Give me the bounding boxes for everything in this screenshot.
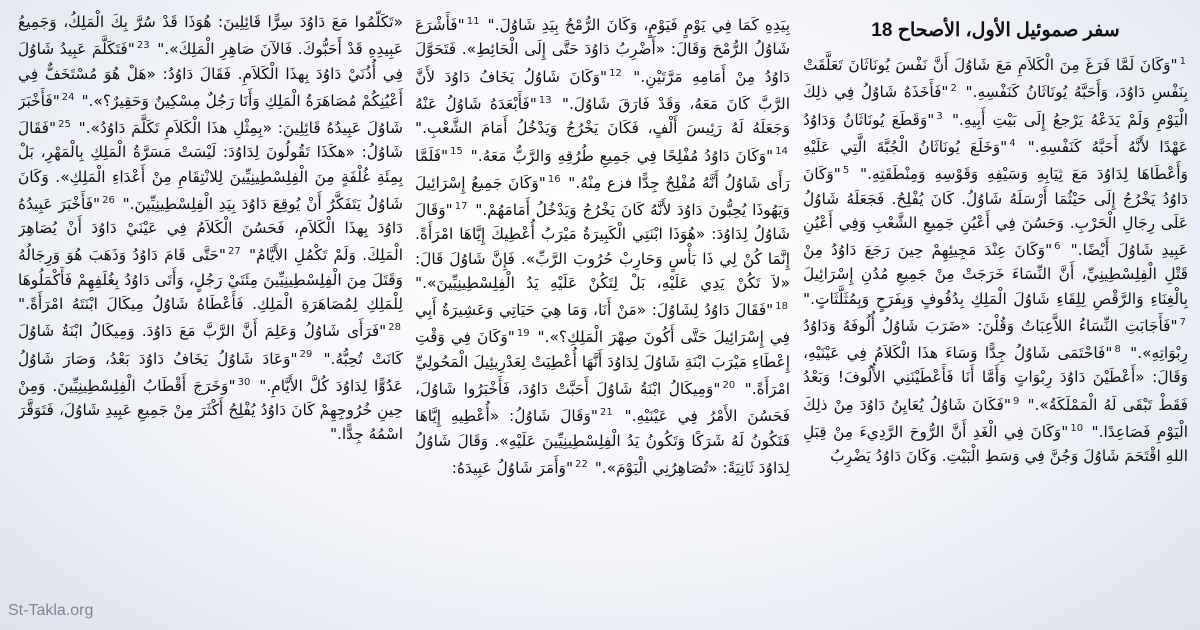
verse [471, 147, 790, 165]
verse-text: "فَأَبْعَدَهُ شَاوُلُ عَنْهُ وَجَعَلَهُ لَهُ رَئِيسَ أَلْفٍ، فَكَانَ يَخْرُجُ وَيَدْخُلُ أَمَامَ الشَّعْبِ." [415, 94, 790, 138]
verse-text: "وَقَالَ شَاوُلُ: «أُعْطِيهِ إِيَّاهَا فَتَكُونُ لَهُ شَرَكًا وَتَكُونُ يَدُ الْفِلِسْطِينِيِّينَ عَلَيْهِ». وَقَالَ شَاوُلُ لِدَاوُدَ ثَانِيَةً: «تُصَاهِرُنِي الْيَوْمَ»." [415, 407, 790, 477]
verse-number: 17 [454, 201, 468, 213]
verse-text: "فَتَكَلَّمَ عَبِيدُ شَاوُلَ فِي أُذُنَيْ دَاوُدَ بِهذَا الْكَلاَمِ. فَقَالَ دَاوُدُ: «هَلْ هُوَ مُسْتَخَفٌّ فِي أَعْيُنِكُمْ مُصَاهَرَةُ الْمَلِكِ وَأَنَا رَجُلٌ مِسْكِينٌ وَحَقِيرٌ؟»." [18, 40, 403, 110]
verse-number: 11 [466, 16, 480, 27]
verse-text: "وَخَرَجَ أَقْطَابُ الْفِلِسْطِينِيِّينَ. وَمِنْ حِينِ خُرُوجِهِمْ كَانَ دَاوُدُ يُفْلِحُ أَكْثَرَ مِنْ جَمِيعِ عَبِيدِ شَاوُلَ، فَتَوَقَّرَ اسْمُهُ جِدًّا." [18, 376, 403, 444]
verse-number: 7 [1179, 316, 1186, 328]
verse-text: "وَقَالَ شَاوُلُ لِدَاوُدَ: «هُوَذَا ابْنَتِي الْكَبِيرَةُ مَيْرَبُ أُعْطِيكَ إِيَّاهَا امْرَأَةً. إِنَّمَا كُنْ لِي ذَا بَأْسٍ وَحَارِبْ حُرُوبَ الرَّبِّ». فَإِنَّ شَاوُلَ قَالَ: «لاَ تَكُنْ يَدِي عَلَيْهِ، بَلْ لِتَكُنْ عَلَيْهِ يَدُ الْفِلِسْطِينِيِّينَ»." [415, 201, 790, 292]
verse-text: "فَأَخَذَهُ شَاوُلُ فِي ذلِكَ الْيَوْمِ وَلَمْ يَدَعْهُ يَرْجعُ إِلَى بَيْتِ أَبِيهِ." [803, 83, 1188, 129]
verse-text: "فَلَمَّا رَأَى شَاوُلُ أَنَّهُ مُفْلِحٌ جِدًّا فزع مِنْهُ." [415, 146, 790, 192]
verse-number: 1 [1179, 56, 1186, 67]
verse-text: "وَكَانَ دَاوُدُ مُفْلِحًا فِي جَمِيعِ طُرُقِهِ وَالرَّبُّ مَعَهُ." [470, 146, 774, 165]
column-left [18, 10, 403, 622]
verse-number: 4 [1009, 137, 1016, 149]
verse-text: "وَكَانَ لَمَّا فَرَغَ مِنَ الْكَلاَمِ مَعَ شَاوُلَ أَنَّ نَفْسَ يُونَاثَانَ تَعَلَّقَتْ بِنَفْسِ دَاوُدَ، وَأَحَبَّهُ يُونَاثَانُ كَنَفْسِهِ." [803, 56, 1188, 102]
verse-number: 25 [58, 119, 71, 131]
verse-text: "وَكَانَ جَمِيعُ إِسْرَائِيلَ وَيَهُوذَا يُحِبُّونَ دَاوُدَ لأَنَّهُ كَانَ يَخْرُجُ وَيَدْخُلُ أَمَامَهُمْ." [415, 173, 790, 220]
verse-text: "وَقَطَعَ يُونَاثَانُ وَدَاوُدُ عَهْدًا لأَنَّهُ أَحَبَّهُ كَنَفْسِهِ." [803, 110, 1188, 157]
verse-text: "وَأَمَرَ شَاوُلُ عَبِيدَهُ: [451, 458, 574, 477]
verse-text: "فَأَخْبَرَ شَاوُلَ عَبِيدُهُ قَائِلِينَ: «بِمِثْلِ هذَا الْكَلاَمِ تَكَلَّمَ دَاوُدُ»." [18, 91, 403, 138]
verse-text: "فَأَشْرَعَ شَاوُلُ الرُّمْحَ وَقَالَ: «أَضْرِبُ دَاوُدَ حَتَّى إِلَى الْحَائِطِ». فَتَحَوَّلَ دَاوُدُ مِنْ أَمَامِهِ مَرَّتَيْنِ." [415, 16, 790, 86]
verse-number: 28 [388, 322, 401, 334]
verse-text: "فَكَانَ شَاوُلُ يُعَايِنُ دَاوُدَ مِنْ ذلِكَ الْيَوْمِ فَصَاعِدًا." [803, 395, 1188, 442]
verse-text: "فَرَأَى شَاوُلُ وَعَلِمَ أَنَّ الرَّبَّ مَعَ دَاوُدَ. وَمِيكَالُ ابْنَةُ شَاوُلَ كَانَتْ تُحِبُّهُ." [18, 322, 403, 368]
verse-text: "وَكَانَ فِي وَقْتِ إِعْطَاءِ مَيْرَبَ ابْنَةِ شَاوُلَ لِدَاوُدَ أَنَّهَا أُعْطِيَتْ لِعَدْرِيئِيلَ الْمَحُولِيِّ امْرَأَةً." [415, 328, 790, 398]
verse [452, 459, 590, 477]
verse-number: 10 [1070, 422, 1084, 434]
verse-number: 20 [722, 379, 736, 391]
site-watermark: St-Takla.org [8, 602, 94, 619]
verse-number: 26 [102, 194, 115, 206]
verse-number: 14 [775, 146, 788, 158]
verse-list [18, 10, 403, 446]
column-middle [415, 10, 790, 622]
verse-text: "وَكَانَ شَاوُلُ يَخَافُ دَاوُدَ لأَنَّ الرَّبَّ كَانَ مَعَهُ، وَقَدْ فَارَقَ شَاوُلَ." [415, 67, 790, 113]
verse-text: "فَأَجَابَتِ النِّسَاءُ اللاَّعِبَاتُ وَقُلْنَ: «ضَرَبَ شَاوُلُ أُلُوفَهُ وَدَاوُدُ رِبْوَاتِهِ»." [803, 316, 1188, 363]
verse-number: 30 [237, 376, 251, 388]
verse-number: 2 [950, 83, 957, 95]
verse-text: "فَقَالَ دَاوُدُ لِشَاوُلَ: «مَنْ أَنَا، وَمَا هِيَ حَيَاتِي وَعَشِيرَةُ أَبِي فِي إِسْرَائِيلَ حَتَّى أَكُونَ صِهْرَ الْمَلِكِ؟»." [415, 301, 790, 347]
verse-text: "وَكَانَ فِي الْغَدِ أَنَّ الرُّوحَ الرَّدِيءَ مِنْ قِبَلِ اللهِ اقْتَحَمَ شَاوُلَ وَجُنَّ فِي وَسَطِ الْبَيْتِ. وَكَانَ دَاوُدُ يَضْرِبُ [803, 423, 1188, 466]
verse-text: "فَقَالَ شَاوُلُ: «هكَذَا تَقُولُونَ لِدَاوُدَ: لَيْسَتْ مَسَرَّةُ الْمَلِكِ بِالْمَهْرِ، بَلْ بِمِئَةِ غُلْفَةٍ مِنَ الْفِلِسْطِينِيِّينَ لِلانْتِقَامِ مِنْ أَعْدَاءِ الْمَلِكِ». وَكَانَ شَاوُلُ يَتَفَكَّرُ أَنْ يُوقِعَ دَاوُدَ بِيَدِ الْفِلِسْطِينِيِّينَ." [18, 119, 403, 213]
verse [488, 16, 790, 34]
verse-number: 19 [516, 328, 530, 340]
verse-text: "وَمِيكَالُ ابْنَةُ شَاوُلَ أَحَبَّتْ دَاوُدَ، فَأَخْبَرُوا شَاوُلَ، فَحَسُنَ الأَمْرُ فِي عَيْنَيْهِ." [415, 379, 790, 426]
verse-number: 8 [1114, 344, 1121, 356]
verse-number: 6 [1054, 241, 1061, 253]
verse-number: 29 [299, 349, 313, 361]
verse-list [803, 50, 1188, 469]
column-right [803, 10, 1188, 622]
verse-text: بِيَدِهِ كَمَا فِي يَوْمٍ فَيَوْمٍ، وَكَانَ الرُّمْحُ بِيَدِ شَاوُلَ." [487, 16, 790, 35]
verse-number: 21 [599, 407, 613, 419]
verse-number: 15 [450, 146, 463, 158]
verse-text: "وَكَانَ عِنْدَ مَجِيئِهِمْ حِينَ رَجَعَ دَاوُدُ مِنْ قَتْلِ الْفِلِسْطِينِيِّ، أَنَّ النِّسَاءَ خَرَجَتْ مِنْ جَمِيعِ مُدُنِ إِسْرَائِيلَ بِالْغِنَاءِ وَالرَّقْصِ لِلِقَاءِ شَاوُلَ الْمَلِكِ بِدُفُوفٍ وَبِفَرَحٍ وَبِمُثَلَّثَاتٍ." [803, 241, 1188, 308]
verse-text: "وَخَلَعَ يُونَاثَانُ الْجُبَّةَ الَّتِي عَلَيْهِ وَأَعْطَاهَا لِدَاوُدَ مَعَ ثِيَابِهِ وَسَيْفِهِ وَقَوْسِهِ وَمِنْطَقَتِهِ." [803, 138, 1188, 184]
verse-list [415, 10, 790, 480]
chapter-heading: سفر صموئيل الأول، الأصحاح 18 [871, 20, 1120, 41]
verse-number: 22 [575, 458, 588, 470]
verse-number: 16 [547, 173, 561, 185]
verse-number: 5 [842, 165, 850, 177]
verse-number: 9 [1012, 395, 1020, 407]
verse-text: "حَتَّى قَامَ دَاوُدُ وَذَهَبَ هُوَ وَرِجَالُهُ وَقَتَلَ مِنَ الْفِلِسْطِينِيِّينَ مِئَتَيْ رَجُلٍ، وَأَتَى دَاوُدُ بِغُلَفِهِمْ فَأَكْمَلُوهَا لِلْمَلِكِ لِمُصَاهَرَةِ الْمَلِكِ. فَأَعْطَاهُ شَاوُلُ مِيكَالَ ابْنَتَهُ امْرَأَةً." [18, 246, 403, 313]
verse-number: 3 [936, 110, 943, 122]
verse-number: 13 [538, 94, 552, 106]
verse-text: "فَأَخْبَرَ عَبِيدُهُ دَاوُدَ بِهذَا الْكَلاَمِ، فَحَسُنَ الْكَلاَمُ فِي عَيْنَيْ دَاوُدَ أَنْ يُصَاهِرَ الْمَلِكَ. وَلَمْ تَكْمُلِ الأَيَّامُ" [18, 194, 403, 265]
verse-text: "فَاحْتَمَى شَاوُلُ جِدًّا وَسَاءَ هذَا الْكَلاَمُ فِي عَيْنَيْهِ، وَقَالَ: «أَعْطَيْنَ دَاوُدَ رِبْوَاتٍ وَأَمَّا أَنَا فَأَعْطَيْنَنِي الأُلُوفَ! وَبَعْدُ فَقَطْ تَبْقَى لَهُ الْمَمْلَكَةُ»." [803, 344, 1188, 414]
verse-text: «تَكَلَّمُوا مَعَ دَاوُدَ سِرًّا قَائِلِينَ: هُوَذَا قَدْ سُرَّ بِكَ الْمَلِكُ، وَجَمِيعُ عَبِيدِهِ قَدْ أَحَبُّوكَ. فَالآنَ صَاهِرِ الْمَلِكَ»." [18, 13, 403, 59]
verse-number: 27 [228, 246, 241, 258]
verse-number: 23 [136, 40, 150, 52]
verse-text: "وَكَانَ دَاوُدُ يَخْرُجُ إِلَى حَيْثُمَا أَرْسَلَهُ شَاوُلُ. كَانَ يُفْلِحُ. فَجَعَلَهُ شَاوُلُ عَلَى رِجَالِ الْحَرْبِ. وَحَسُنَ فِي أَعْيُنِ جَمِيعِ الشَّعْبِ وَفِي أَعْيُنِ عَبِيدِ شَاوُلَ أَيْضًا." [803, 165, 1188, 260]
verse-number: 18 [775, 300, 788, 312]
verse-number: 12 [609, 67, 622, 79]
verse-text: "وَعَادَ شَاوُلُ يَخَافُ دَاوُدَ بَعْدُ، وَصَارَ شَاوُلُ عَدُوًّا لِدَاوُدَ كُلَّ الأَيَّامِ." [18, 349, 403, 395]
verse-number: 24 [61, 91, 75, 103]
